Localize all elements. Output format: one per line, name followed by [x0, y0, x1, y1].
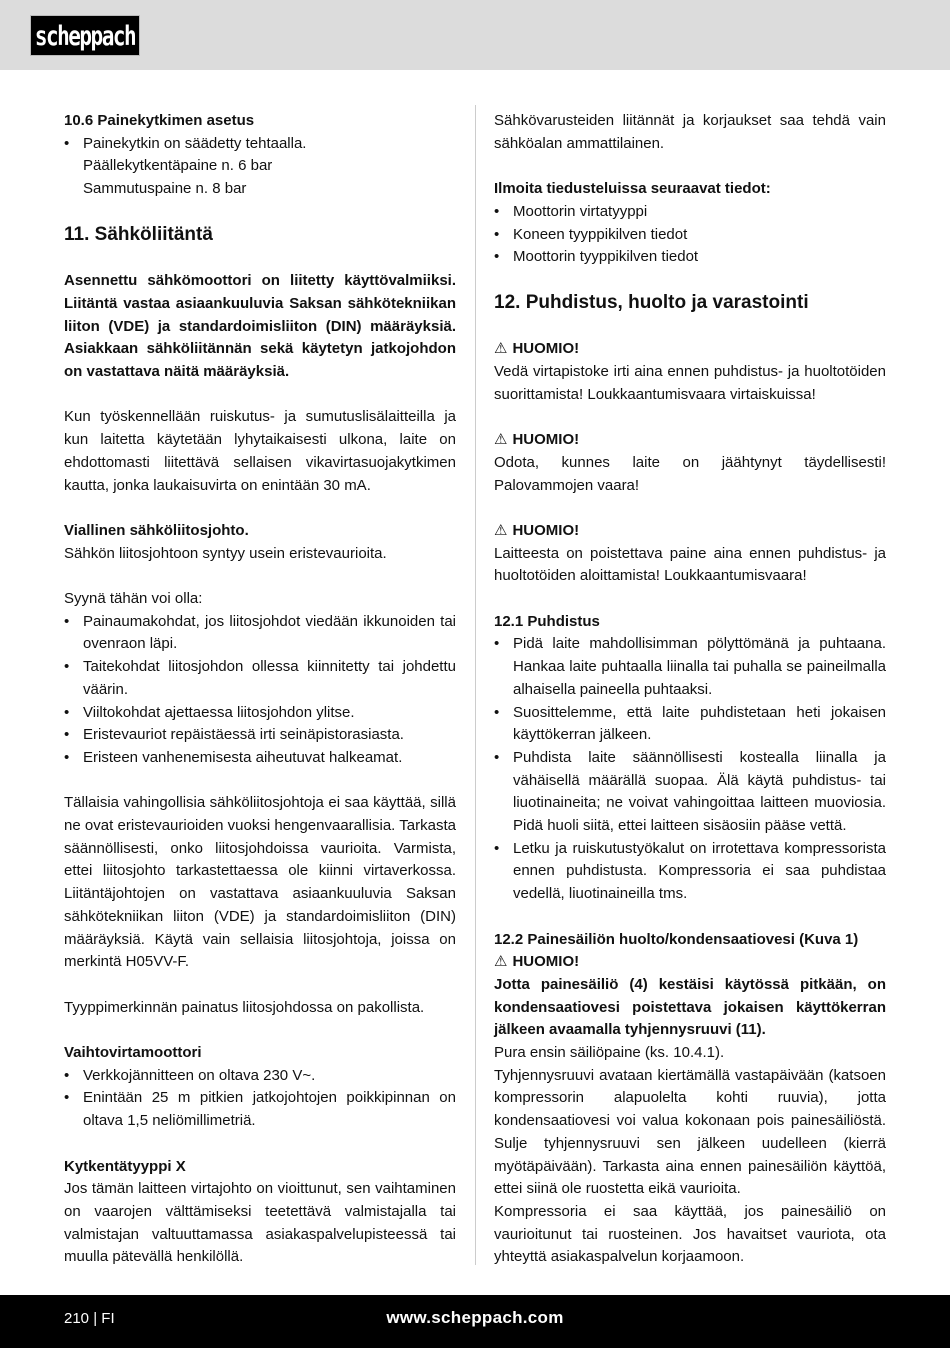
warning-icon: ⚠ — [494, 340, 508, 358]
paragraph: Jos tämän laitteen virtajohto on vioittunut, sen vaihtaminen on vaarojen välttämiseksi teetettävä valmistajalla tai valmistajan valtuuttamassa asiakaspalvelupisteessä tai muulla pätevällä henkilöllä. — [64, 1180, 456, 1266]
list-item: • Eristeen vanhenemisesta aiheutuvat halkeamat. — [64, 747, 456, 770]
warning-heading — [494, 951, 886, 974]
paragraph: Sähkövarusteiden liitännät ja korjaukset saa tehdä vain sähköalan ammattilainen. — [494, 112, 886, 152]
left-column — [64, 110, 456, 1269]
bullet-list — [494, 201, 886, 269]
list-item: • Suosittelemme, että laite puhdistetaan heti jokaisen käyttökerran jälkeen. — [494, 702, 886, 747]
paragraph: Pura ensin säiliöpaine (ks. 10.4.1). — [494, 1044, 725, 1062]
warning-icon: ⚠ — [494, 521, 508, 539]
bold-paragraph: Ilmoita tiedusteluissa seuraavat tiedot: — [494, 180, 771, 198]
paragraph: Odota, kunnes laite on jäähtynyt täydellisesti! Palovammojen vaara! — [494, 453, 886, 494]
right-column — [494, 110, 886, 1269]
section-heading: 12. Puhdistus, huolto ja varastointi — [494, 291, 809, 313]
list-item: • Pidä laite mahdollisimman pölyttömänä ja puhtaana. Hankaa laite puhtaalla liinalla tai puhalla se paineilmalla alhaisella paineella puhtaaksi. — [494, 633, 886, 701]
list-item: • Painekytkin on säädetty tehtaalla. Päällekytkentäpaine n. 6 bar Sammutuspaine n. 8 bar — [64, 133, 456, 201]
list-item: • Taitekohdat liitosjohdon ollessa kiinnitetty tai johdettu väärin. — [64, 656, 456, 701]
bold-paragraph: Vaihtovirtamoottori — [64, 1044, 202, 1062]
warning-heading — [494, 429, 886, 452]
bold-paragraph: Jotta painesäiliö (4) kestäisi käytössä pitkään, on kondensaatiovesi poistettava jokaisen käyttökerran jälkeen avaamalla tyhjennysruuvi (11). — [494, 975, 886, 1039]
warning-label: HUOMIO! — [512, 340, 580, 358]
bullet-list — [494, 633, 886, 905]
list-item: • Verkkojännitteen on oltava 230 V~. — [64, 1065, 456, 1088]
scheppach-logo: scheppach — [30, 15, 140, 56]
warning-heading — [494, 338, 886, 361]
list-item: • Puhdista laite säännöllisesti kostealla liinalla ja vähäisellä määrällä suopaa. Älä käytä puhdistus- tai liuotinaineita; ne voivat vahingoittaa laitteen muoviosia. Pidä huoli siitä, ettei laitteen sisäosiin pääse vettä. — [494, 747, 886, 838]
column-divider — [475, 105, 476, 1265]
bullet-list — [64, 1065, 456, 1133]
website-link[interactable]: www.scheppach.com — [386, 1308, 564, 1327]
paragraph: Kompressoria ei saa käyttää, jos painesäiliö on vaurioitunut tai ruosteinen. Jos havaitset vauriota, ota yhteyttä asiakaspalvelun korjaamoon. — [494, 1202, 886, 1266]
page-footer — [0, 1295, 950, 1348]
warning-label: HUOMIO! — [512, 953, 580, 971]
warning-icon: ⚠ — [494, 431, 508, 449]
bold-paragraph: 12.2 Painesäiliön huolto/kondensaatiovesi (Kuva 1) — [494, 930, 859, 948]
list-item: • Koneen tyyppikilven tiedot — [494, 224, 886, 247]
paragraph: Kun työskennellään ruiskutus- ja sumutuslisälaitteilla ja kun laitetta käytetään lyhytaikaisesti ulkona, laite on ehdottomasti liitettävä sellaisen vikavirtasuojakytkimen kautta, jonka laukaisuvirta on enintään 30 mA. — [64, 408, 456, 494]
bold-paragraph: 12.1 Puhdistus — [494, 612, 600, 630]
warning-label: HUOMIO! — [512, 431, 580, 449]
list-item: • Enintään 25 m pitkien jatkojohtojen poikkipinnan on oltava 1,5 neliömillimetriä. — [64, 1087, 456, 1132]
list-item: • Eristevauriot repäistäessä irti seinäpistorasiasta. — [64, 724, 456, 747]
paragraph: Tyyppimerkinnän painatus liitosjohdossa on pakollista. — [64, 998, 425, 1016]
paragraph: Vedä virtapistoke irti aina ennen puhdistus- ja huoltotöiden suorittamista! Loukkaantumisvaara virtaiskuissa! — [494, 363, 886, 403]
paragraph: Tyhjennysruuvi avataan kiertämällä vastapäivään (katsoen kompressorin alapuolelta kohti ruuvia), jotta kondensaatiovesi voi valua kokonaan pois painesäiliöstä. Sulje tyhjennysruuvi sen jälkeen uudelleen (kierrä myötäpäivään). Tarkasta aina ennen painesäiliön käyttöä, ettei siinä ole ruostetta eikä vaurioita. — [494, 1066, 886, 1198]
list-item: • Viiltokohdat ajettaessa liitosjohdon ylitse. — [64, 702, 456, 725]
bullet-list — [64, 133, 456, 201]
paragraph: Laitteesta on poistettava paine aina ennen puhdistus- ja huoltotöiden aloittamista! Loukkaantumisvaara! — [494, 544, 886, 585]
bold-paragraph: Kytkentätyyppi X — [64, 1157, 186, 1175]
list-item: • Moottorin tyyppikilven tiedot — [494, 246, 886, 269]
bold-paragraph: 10.6 Painekytkimen asetus — [64, 112, 255, 129]
bold-paragraph: Asennettu sähkömoottori on liitetty käyttövalmiiksi. Liitäntä vastaa asiaankuuluvia Saksan sähkötekniikan liiton (VDE) ja standardoimisliiton (DIN) määräyksiä. Asiakkaan sähköliitännän sekä käytetyn jatkojohdon on vastattava näitä määräyksiä. — [64, 272, 456, 381]
warning-heading — [494, 520, 886, 543]
paragraph: Sähkön liitosjohtoon syntyy usein eristevaurioita. — [64, 544, 387, 562]
list-item: • Painaumakohdat, jos liitosjohdot viedään ikkunoiden tai ovenraon läpi. — [64, 611, 456, 656]
warning-icon: ⚠ — [494, 953, 508, 971]
page-header — [0, 0, 950, 70]
bold-paragraph: Viallinen sähköliitosjohto. — [64, 521, 249, 539]
list-item: • Moottorin virtatyyppi — [494, 201, 886, 224]
section-heading: 11. Sähköliitäntä — [64, 223, 213, 245]
page-number: 210 | FI — [64, 1310, 115, 1327]
paragraph: Tällaisia vahingollisia sähköliitosjohtoja ei saa käyttää, sillä ne ovat eristevaurioiden vuoksi hengenvaarallisia. Tarkasta säännöllisesti, onko liitosjohdoissa vaurioita. Varmista, ettei liitosjohto tarkastettaessa ole kiinni virtaverkossa. Liitäntäjohtojen on vastattava asiaankuuluvia Saksan sähkötekniikan liiton (VDE) ja standardoimisliiton (DIN) määräyksiä. Käytä vain sellaisia liitosjohtoja, joissa on merkintä H05VV-F. — [64, 794, 456, 971]
list-item: • Letku ja ruiskutustyökalut on irrotettava kompressorista ennen puhdistusta. Kompressoria ei saa puhdistaa vedellä, liuotinaineilla tms. — [494, 838, 886, 906]
warning-label: HUOMIO! — [512, 521, 580, 539]
paragraph: Syynä tähän voi olla: — [64, 590, 203, 607]
bullet-list — [64, 611, 456, 770]
